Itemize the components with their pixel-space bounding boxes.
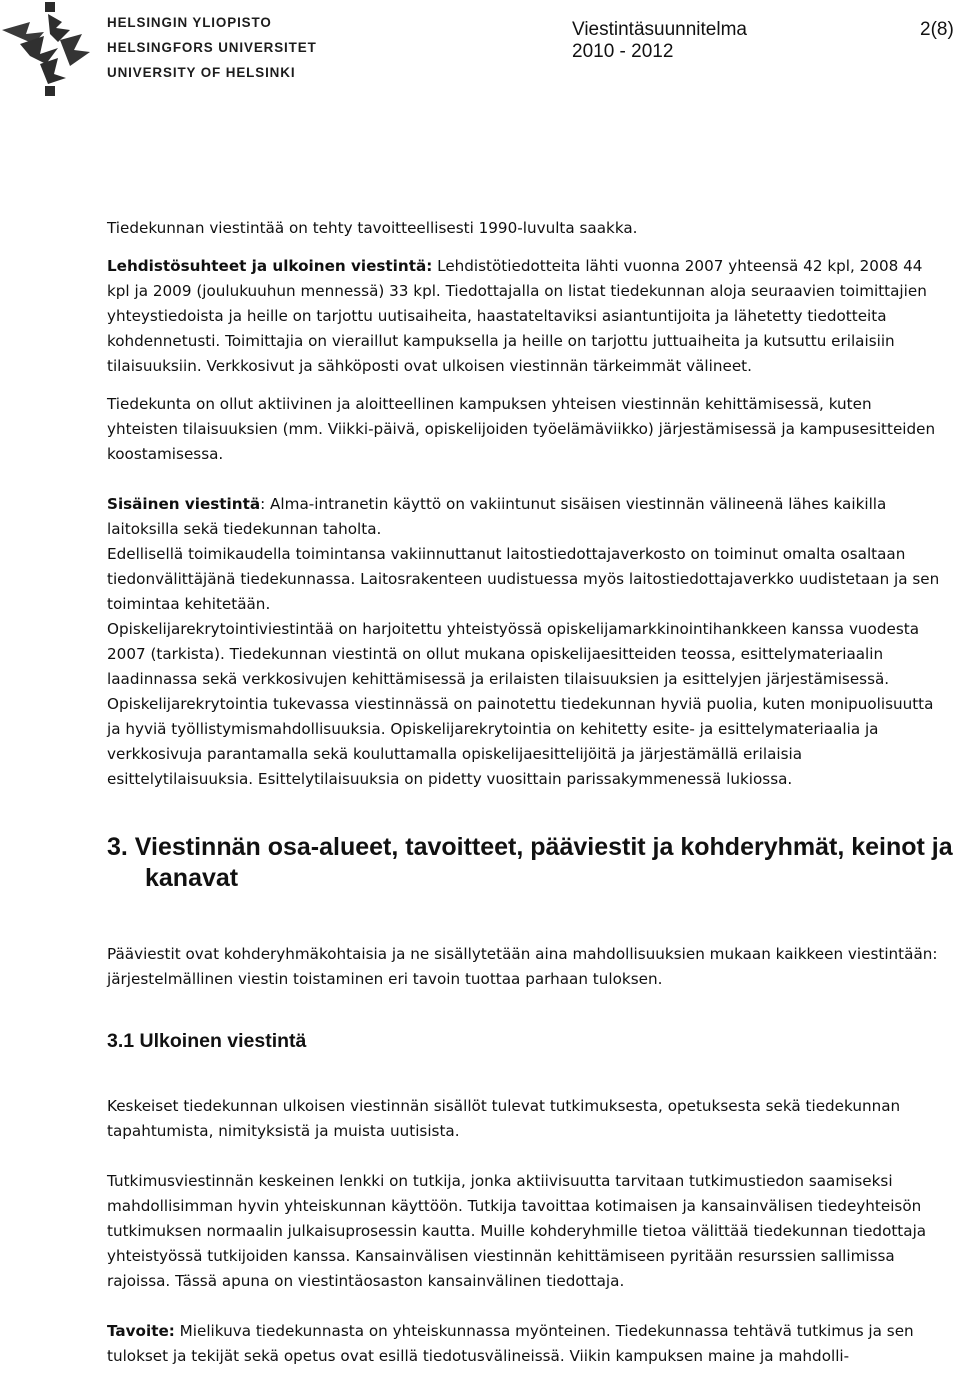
paragraph-external-contents: Keskeiset tiedekunnan ulkoisen viestinnän sisällöt tulevat tutkimuksesta, opetuksesta sekä tiedekunnan tapahtumista, nimityksistä ja muista uutisista. (107, 1097, 901, 1140)
press-relations-text: Lehdistötiedotteita lähti vuonna 2007 yhteensä 42 kpl, 2008 44 kpl ja 2009 (joulukuuhun mennessä) 33 kpl. Tiedottajalla on listat tiedekunnan aloja seuraavien toimittajien yhteystiedoista ja heille on tarjottu uutisaiheita, haastateltaviksi asiantuntijoita ja lähetetty tiedotteita kohdennetusti. Toimittajia on vieraillut kampuksella ja heille on tarjottu juttuaiheita ja kutsuttu erilaisiin tilaisuuksiin. Verkkosivut ja sähköposti ovat ulkoisen viestinnän tärkeimmät välineet. (107, 257, 927, 375)
university-logo (0, 0, 317, 105)
university-name-sv: HELSINGFORS UNIVERSITET (107, 40, 317, 55)
paragraph-student-recruitment: Opiskelijarekrytointiviestintää on harjoitettu yhteistyössä opiskelijamarkkinointihankkeen kanssa vuodesta 2007 (tarkista). Tiedekunnan viestintä on ollut mukana opiskelijaesitteiden teossa, esittelymateriaalin laadinnassa sekä verkkosivujen kehittämisessä ja erilaisten tilaisuuksien ja esittelyjen järjestämisessä. (107, 620, 920, 688)
internal-communication-text: : Alma-intranetin käyttö on vakiintunut sisäisen viestinnän välineenä lähes kaikilla laitoksilla sekä tiedekunnan taholta. (107, 495, 887, 538)
goal-text: Mielikuva tiedekunnasta on yhteiskunnassa myönteinen. Tiedekunnassa tehtävä tutkimus ja sen tulokset ja tekijät sekä opetus ovat esillä tiedotusvälineissä. Viikin kampuksen maine ja mahdolli- (107, 1322, 914, 1365)
helsinki-flame-logo-icon (0, 0, 100, 100)
paragraph-research-communication: Tutkimusviestinnän keskeinen lenkki on tutkija, jonka aktiivisuutta tarvitaan tutkimustiedon saamiseksi mahdollisimman hyvin yhteiskunnan käyttöön. Tutkija tavoittaa kotimaisen ja kansainvälisen tiedeyhteisön tutkimuksen normaalin julkaisuprosessin kautta. Muille kohderyhmille tietoa välittää tiedekunnan tiedottaja yhteistyössä tutkijoiden kanssa. Kansainvälisen viestinnän kehittämiseen pyritään resurssien sallimissa rajoissa. Tässä apuna on viestintäosaston kansainvälinen tiedottaja. (107, 1172, 927, 1290)
paragraph-recruitment-support: Opiskelijarekrytointia tukevassa viestinnässä on painotettu tiedekunnan hyviä puolia, kuten monipuolisuutta ja hyviä työllistymismahdollisuuksia. Opiskelijarekrytointia on kehitetty esite- ja esittelymateriaalia ja verkkosivuja parantamalla sekä kouluttamalla opiskelijaesittelijöitä ja järjestämällä erilaisia esittelytilaisuuksia. Esittelytilaisuuksia on pidetty vuosittain parissakymmenessä lukiossa. (107, 695, 934, 788)
paragraph-intro: Tiedekunnan viestintää on tehty tavoitteellisesti 1990-luvulta saakka. (107, 219, 638, 237)
university-name-fi: HELSINGIN YLIOPISTO (107, 15, 272, 30)
paragraph-press-relations (107, 254, 947, 379)
paragraph-internal-communication (107, 492, 947, 542)
section-3-1-heading: 3.1 Ulkoinen viestintä (107, 1030, 307, 1052)
document-years: 2010 - 2012 (572, 41, 674, 62)
page-number: 2(8) (920, 19, 954, 40)
goal-label: Tavoite: (107, 1322, 175, 1340)
press-relations-label: Lehdistösuhteet ja ulkoinen viestintä: (107, 257, 433, 275)
paragraph-campus-communication: Tiedekunta on ollut aktiivinen ja aloitteellinen kampuksen yhteisen viestinnän kehittämisessä, kuten yhteisten tilaisuuksien (mm. Viikki-päivä, opiskelijoiden työelämäviikko) järjestämisessä ja kampusesitteiden koostamisessa. (107, 395, 936, 463)
paragraph-department-network: Edellisellä toimikaudella toimintansa vakiinnuttanut laitostiedottajaverkosto on toiminut omalta osaltaan tiedonvälittäjänä tiedekunnassa. Laitosrakenteen uudistuessa myös laitostiedottajaverkko uudistetaan ja sen toimintaa kehitetään. (107, 545, 940, 613)
paragraph-key-messages: Pääviestit ovat kohderyhmäkohtaisia ja ne sisällytetään aina mahdollisuuksien mukaan kaikkeen viestintään: järjestelmällinen viestin toistaminen eri tavoin tuottaa parhaan tuloksen. (107, 945, 938, 988)
paragraph-goal (107, 1319, 947, 1369)
document-body (107, 216, 953, 1369)
document-title: Viestintäsuunnitelma (572, 19, 747, 40)
section-3-heading: 3. Viestinnän osa-alueet, tavoitteet, pääviestit ja kohderyhmät, keinot ja kanavat (107, 833, 953, 892)
university-name-en: UNIVERSITY OF HELSINKI (107, 65, 296, 80)
internal-communication-label: Sisäinen viestintä (107, 495, 261, 513)
